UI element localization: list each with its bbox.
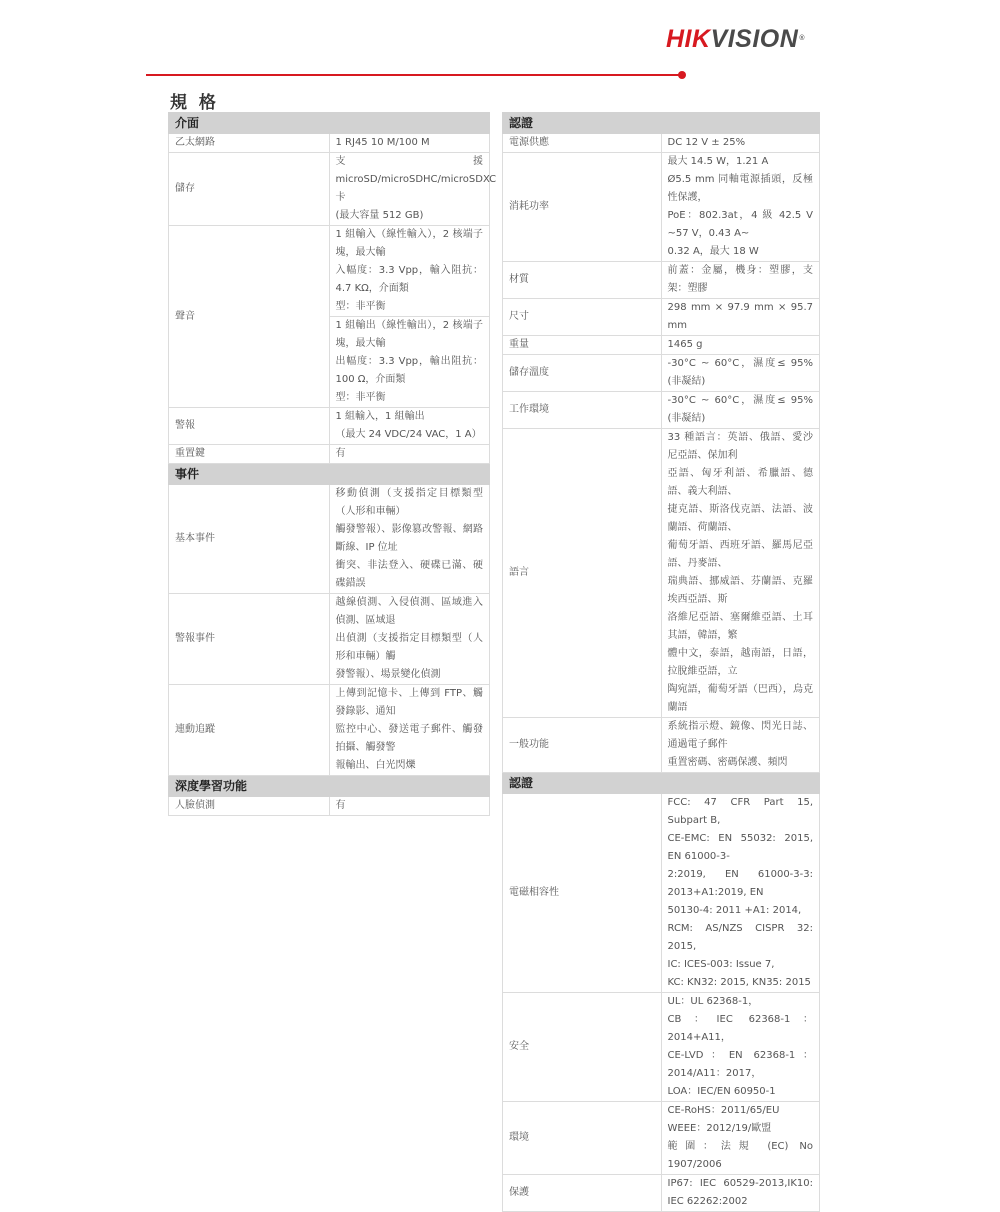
header-divider-dot <box>678 71 686 79</box>
row-value: 1 RJ45 10 M/100 M <box>329 134 490 153</box>
table-row <box>503 392 820 429</box>
table-row <box>503 134 820 153</box>
row-value: -30°C ~ 60°C，濕度≤ 95% (非凝結) <box>661 355 820 392</box>
section-header-approval: 認證 <box>503 773 820 794</box>
table-row <box>503 355 820 392</box>
row-value: UL：UL 62368-1， CB：IEC 62368-1：2014+A11， CE-LVD：EN 62368-1：2014/A11：2017， LOA：IEC/EN 60950-1 <box>661 993 820 1102</box>
row-label: 連動追蹤 <box>169 685 330 776</box>
table-row <box>169 226 490 317</box>
header-divider <box>146 74 682 76</box>
table-row <box>503 1102 820 1175</box>
table-row <box>169 408 490 445</box>
row-value: FCC: 47 CFR Part 15, Subpart B, CE-EMC: EN 55032: 2015, EN 61000-3- 2:2019, EN 61000-3-3: 2013+A1:2019, EN 50130-4: 2011 +A1: 2014, RCM: AS/NZS CISPR 32: 2015, IC: ICES-003: Issue 7, KC: KN32: 2015, KN35: 2015 <box>661 794 820 993</box>
spec-table-right <box>502 112 820 1212</box>
row-value: 系統指示燈、鏡像、閃光日誌、通過電子郵件 重置密碼、密碼保護、頻閃 <box>661 718 820 773</box>
section-header-general: 認證 <box>503 113 820 134</box>
page-title: 規 格 <box>170 93 219 113</box>
row-value: 1 組輸入，1 組輸出 （最大 24 VDC/24 VAC，1 A） <box>329 408 490 445</box>
table-row <box>503 1175 820 1212</box>
row-label: 儲存 <box>169 153 330 226</box>
row-label: 乙太網路 <box>169 134 330 153</box>
row-value: 有 <box>329 445 490 464</box>
row-value: DC 12 V ± 25% <box>661 134 820 153</box>
row-value: 前蓋：金屬，機身：塑膠，支架：塑膠 <box>661 262 820 299</box>
row-value: 1 組輸出（線性輸出），2 核端子塊，最大輸 出幅度：3.3 Vpp，輸出阻抗：100 Ω，介面類 型：非平衡 <box>329 317 490 408</box>
table-row <box>169 797 490 816</box>
row-value: 1 組輸入（線性輸入），2 核端子塊，最大輸 入幅度：3.3 Vpp，輸入阻抗：4.7 KΩ，介面類 型：非平衡 <box>329 226 490 317</box>
table-row <box>169 594 490 685</box>
row-label: 重置鍵 <box>169 445 330 464</box>
table-row <box>503 153 820 262</box>
row-value: IP67: IEC 60529-2013,IK10: IEC 62262:2002 <box>661 1175 820 1212</box>
row-label: 人臉偵測 <box>169 797 330 816</box>
table-row <box>169 685 490 776</box>
row-label: 重量 <box>503 336 662 355</box>
row-value: 移動偵測（支援指定目標類型（人形和車輛） 觸發警報）、影像篡改警報、網路斷線、IP 位址 衝突、非法登入、硬碟已滿、硬碟錯誤 <box>329 485 490 594</box>
row-label: 工作環境 <box>503 392 662 429</box>
table-row <box>169 134 490 153</box>
section-header-events: 事件 <box>169 464 490 485</box>
row-value: 越線偵測、入侵偵測、區域進入偵測、區域退 出偵測（支援指定目標類型（人形和車輛）觸 發警報）、場景變化偵測 <box>329 594 490 685</box>
row-label: 尺寸 <box>503 299 662 336</box>
row-label: 儲存溫度 <box>503 355 662 392</box>
table-row <box>169 153 490 226</box>
table-row <box>503 718 820 773</box>
row-label: 安全 <box>503 993 662 1102</box>
row-value: 33 種語言：英語、俄語、愛沙尼亞語、保加利 亞語、匈牙利語、希臘語、德語、義大利語、 捷克語、斯洛伐克語、法語、波蘭語、荷蘭語、 葡萄牙語、西班牙語、羅馬尼亞語、丹麥語、 瑞典語、挪威語、芬蘭語、克羅埃西亞語、斯 洛維尼亞語、塞爾維亞語、土耳其語，韓語，繁 體中文，泰語，越南語，日語，拉脫維亞語，立 陶宛語，葡萄牙語（巴西），烏克蘭語 <box>661 429 820 718</box>
row-value: 298 mm × 97.9 mm × 95.7 mm <box>661 299 820 336</box>
row-label: 警報 <box>169 408 330 445</box>
row-label: 基本事件 <box>169 485 330 594</box>
table-row <box>169 445 490 464</box>
table-row <box>503 262 820 299</box>
row-label: 電源供應 <box>503 134 662 153</box>
section-header-deep-learning: 深度學習功能 <box>169 776 490 797</box>
row-value: 最大 14.5 W，1.21 A Ø5.5 mm 同軸電源插頭，反極性保護， PoE：802.3at，4 級 42.5 V ~57 V，0.43 A~ 0.32 A，最大 18 W <box>661 153 820 262</box>
row-label: 材質 <box>503 262 662 299</box>
table-row <box>503 336 820 355</box>
row-label: 消耗功率 <box>503 153 662 262</box>
row-label: 聲音 <box>169 226 330 408</box>
table-row <box>169 485 490 594</box>
hikvision-logo: HIKVISION® <box>666 25 805 53</box>
spec-table-left <box>168 112 497 816</box>
table-row <box>503 429 820 718</box>
table-row <box>503 794 820 993</box>
row-value: 有 <box>329 797 490 816</box>
row-label: 保護 <box>503 1175 662 1212</box>
row-value: 上傳到記憶卡、上傳到 FTP、觸發錄影、通知 監控中心、發送電子郵件、觸發拍攝、觸發警 報輸出、白光閃爍 <box>329 685 490 776</box>
row-value: 支援 microSD/microSDHC/microSDXC 卡 (最大容量 512 GB) <box>329 153 490 226</box>
table-row <box>503 299 820 336</box>
row-label: 環境 <box>503 1102 662 1175</box>
row-value: CE-RoHS：2011/65/EU WEEE：2012/19/歐盟 範圍：法規 (EC) No 1907/2006 <box>661 1102 820 1175</box>
row-value: 1465 g <box>661 336 820 355</box>
row-label: 一般功能 <box>503 718 662 773</box>
table-row <box>503 993 820 1102</box>
row-value: -30°C ~ 60°C，濕度≤ 95% (非凝結) <box>661 392 820 429</box>
section-header-interface: 介面 <box>169 113 490 134</box>
row-label: 語言 <box>503 429 662 718</box>
row-label: 警報事件 <box>169 594 330 685</box>
row-label: 電磁相容性 <box>503 794 662 993</box>
